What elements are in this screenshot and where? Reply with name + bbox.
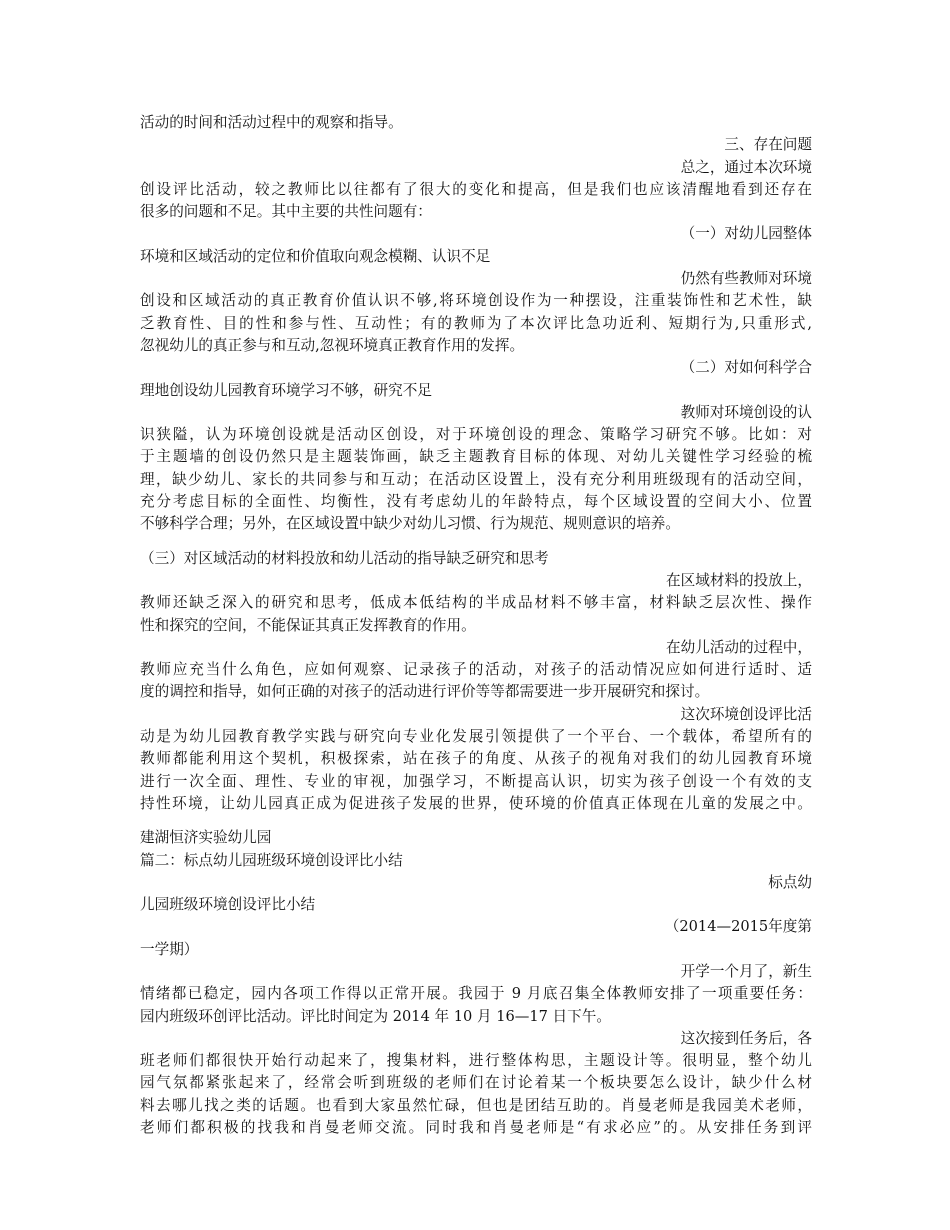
text-line: 教师都能利用这个契机，积极探索，站在孩子的角度、从孩子的视角对我们的幼儿园教育环境 bbox=[140, 750, 812, 768]
text-line: 识狭隘，认为环境创设就是活动区创设，对于环境创设的理念、策略学习研究不够。比如：对 bbox=[140, 426, 812, 444]
text-line: 进行一次全面、理性、专业的审视，加强学习，不断提高认识，切实为孩子创设一个有效的支 bbox=[140, 772, 812, 790]
text-line: 充分考虑目标的全面性、均衡性，没有考虑幼儿的年龄特点，每个区域设置的空间大小、位置 bbox=[140, 493, 812, 511]
text-line: 三、存在问题 bbox=[724, 136, 812, 154]
text-line: 在区域材料的投放上， bbox=[666, 571, 812, 589]
text-line: 园气氛都紧张起来了，经常会听到班级的老师们在讨论着某一个板块要怎么设计，缺少什么材 bbox=[140, 1074, 812, 1092]
text-line: 动是为幼儿园教育教学实践与研究向专业化发展引领提供了一个平台、一个载体，希望所有的 bbox=[140, 728, 812, 746]
paragraph-gap bbox=[140, 536, 812, 548]
text-line: 情绪都已稳定，园内各项工作得以正常开展。我园于 9 月底召集全体教师安排了一项重要任务： bbox=[140, 985, 812, 1003]
text-line: 这次接到任务后，各 bbox=[680, 1029, 812, 1047]
text-line: （二）对如何科学合 bbox=[680, 359, 812, 377]
text-line: 这次环境创设评比活 bbox=[680, 705, 812, 723]
text-line: 开学一个月了，新生 bbox=[680, 962, 812, 980]
text-line: 环境和区域活动的定位和价值取向观念模糊、认识不足 bbox=[140, 247, 491, 265]
text-line: （2014—2015年度第 bbox=[664, 918, 812, 936]
text-line: 在幼儿活动的过程中， bbox=[666, 638, 812, 656]
text-line: 儿园班级环境创设评比小结 bbox=[140, 896, 316, 914]
text-line: 教师还缺乏深入的研究和思考，低成本低结构的半成品材料不够丰富，材料缺乏层次性、操作 bbox=[140, 594, 812, 612]
text-line: 创设和区域活动的真正教育价值认识不够,将环境创设作为一种摆设，注重装饰性和艺术性，缺 bbox=[140, 292, 812, 310]
text-line: 仍然有些教师对环境 bbox=[680, 270, 812, 288]
text-line: 很多的问题和不足。其中主要的共性问题有： bbox=[140, 203, 432, 221]
text-line: 篇二：标点幼儿园班级环境创设评比小结 bbox=[140, 851, 403, 869]
text-line: （一）对幼儿园整体 bbox=[680, 225, 812, 243]
text-line: 度的调控和指导，如何正确的对孩子的活动进行评价等等都需要进一步开展研究和探讨。 bbox=[140, 683, 710, 701]
text-line: 老师们都积极的找我和肖曼老师交流。同时我和肖曼老师是“有求必应”的。从安排任务到评 bbox=[140, 1119, 812, 1137]
text-line: 标点幼 bbox=[768, 873, 812, 891]
text-line: 教师对环境创设的认 bbox=[680, 403, 812, 421]
text-line: 总之，通过本次环境 bbox=[680, 158, 812, 176]
text-line: 一学期） bbox=[140, 940, 199, 958]
text-line: 理地创设幼儿园教育环境学习不够，研究不足 bbox=[140, 381, 432, 399]
text-line: 活动的时间和活动过程中的观察和指导。 bbox=[140, 114, 403, 131]
text-line: （三）对区域活动的材料投放和幼儿活动的指导缺乏研究和思考 bbox=[140, 549, 549, 567]
text-line: 于主题墙的创设仍然只是主题装饰画，缺乏主题教育目标的体现、对幼儿关键性学习经验的梳 bbox=[140, 448, 812, 466]
text-line: 创设评比活动，较之教师比以往都有了很大的变化和提高，但是我们也应该清醒地看到还存在 bbox=[140, 180, 812, 198]
text-line: 忽视幼儿的真正参与和互动,忽视环境真正教育作用的发挥。 bbox=[140, 336, 525, 354]
text-line: 建湖恒济实验幼儿园 bbox=[140, 829, 272, 847]
document-page bbox=[140, 112, 812, 1139]
text-line: 园内班级环创评比活动。评比时间定为 2014 年 10 月 16—17 日下午。 bbox=[140, 1007, 611, 1025]
text-line: 教师应充当什么角色，应如何观察、记录孩子的活动，对孩子的活动情况应如何进行适时、适 bbox=[140, 661, 812, 679]
text-line: 班老师们都很快开始行动起来了，搜集材料，进行整体构思，主题设计等。很明显，整个幼儿 bbox=[140, 1052, 812, 1070]
text-line: 持性环境，让幼儿园真正成为促进孩子发展的世界，使环境的价值真正体现在儿童的发展之中。 bbox=[140, 794, 812, 812]
paragraph-gap bbox=[140, 815, 812, 827]
text-line: 料去哪儿找之类的话题。也看到大家虽然忙碌，但也是团结互助的。肖曼老师是我园美术老师， bbox=[140, 1096, 812, 1114]
text-line: 乏教育性、目的性和参与性、互动性；有的教师为了本次评比急功近利、短期行为,只重形式, bbox=[140, 314, 812, 332]
text-line: 性和探究的空间，不能保证其真正发挥教育的作用。 bbox=[140, 616, 476, 634]
text-line: 理，缺少幼儿、家长的共同参与和互动；在活动区设置上，没有充分利用班级现有的活动空间， bbox=[140, 470, 812, 488]
text-line: 不够科学合理；另外，在区域设置中缺少对幼儿习惯、行为规范、规则意识的培养。 bbox=[140, 515, 680, 533]
